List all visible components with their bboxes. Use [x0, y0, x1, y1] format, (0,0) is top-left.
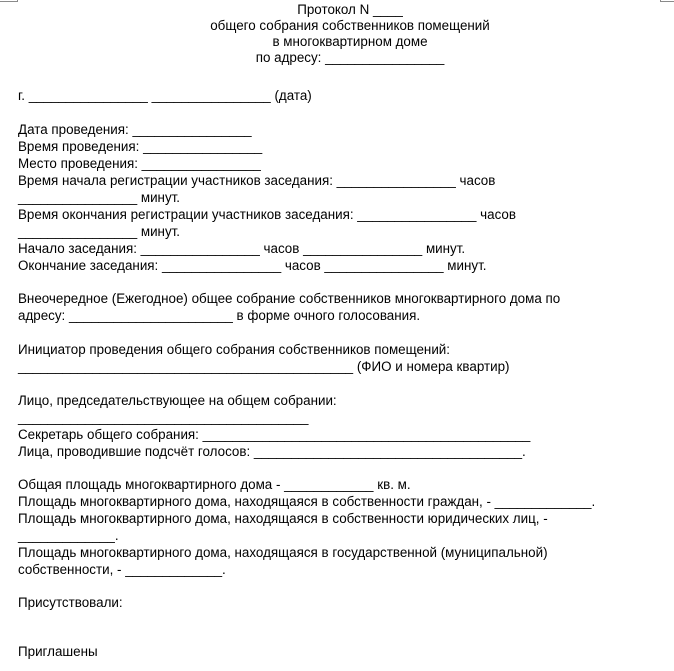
- session-end-line: Окончание заседания: ________________ часов ________________ минут.: [18, 258, 487, 273]
- registration-start-minutes-line: ________________ минут.: [18, 190, 181, 205]
- secretary-line: Секретарь общего собрания: ____________________________________________: [18, 427, 531, 442]
- initiator-field: _____________________________________________ (ФИО и номера квартир): [18, 359, 510, 374]
- protocol-address-field: по адресу: ________________: [255, 50, 445, 65]
- registration-end-line: Время окончания регистрации участников заседания: ________________ часов: [18, 207, 516, 222]
- state-area-line: Площадь многоквартирного дома, находящаяся в государственной (муниципальной): [18, 545, 548, 560]
- session-start-line: Начало заседания: ________________ часов ________________ минут.: [18, 241, 466, 256]
- meeting-type-line: Внеочередное (Ежегодное) общее собрание собственников многоквартирного дома по: [18, 291, 561, 306]
- page-corner-mark-left: [0, 0, 18, 2]
- document-header: [150, 2, 550, 66]
- meeting-time-line: Время проведения: ________________: [18, 139, 263, 154]
- citizens-area-line: Площадь многоквартирного дома, находящаяся в собственности граждан, - _____________.: [18, 494, 596, 509]
- chairperson-label: Лицо, председательствующее на общем собрании:: [18, 393, 337, 408]
- meeting-date-line: Дата проведения: ________________: [18, 122, 252, 137]
- present-label: Присутствовали:: [18, 595, 123, 610]
- chairperson-field: _______________________________________: [18, 410, 309, 425]
- invited-label: Приглашены: [18, 644, 98, 659]
- page-corner-mark-right: [660, 0, 674, 2]
- initiator-label: Инициатор проведения общего собрания собственников помещений:: [18, 342, 451, 357]
- state-area-field: собственности, - _____________.: [18, 562, 226, 577]
- protocol-title: Протокол N ____: [297, 2, 403, 17]
- protocol-subtitle-building: в многоквартирном доме: [272, 34, 428, 49]
- city-date-line: г. ________________ ________________ (дата): [18, 88, 312, 103]
- legal-entities-area-field: _____________.: [18, 528, 119, 543]
- legal-entities-area-line: Площадь многоквартирного дома, находящаяся в собственности юридических лиц, -: [18, 511, 548, 526]
- registration-start-line: Время начала регистрации участников заседания: ________________ часов: [18, 173, 496, 188]
- meeting-place-line: Место проведения: ________________: [18, 156, 261, 171]
- protocol-subtitle: общего собрания собственников помещений: [210, 18, 490, 33]
- meeting-address-line: адресу: ______________________ в форме очного голосования.: [18, 308, 421, 323]
- registration-end-minutes-line: ________________ минут.: [18, 224, 181, 239]
- total-area-line: Общая площадь многоквартирного дома - ____________ кв. м.: [18, 477, 411, 492]
- vote-counters-line: Лица, проводившие подсчёт голосов: ____________________________________.: [18, 444, 526, 459]
